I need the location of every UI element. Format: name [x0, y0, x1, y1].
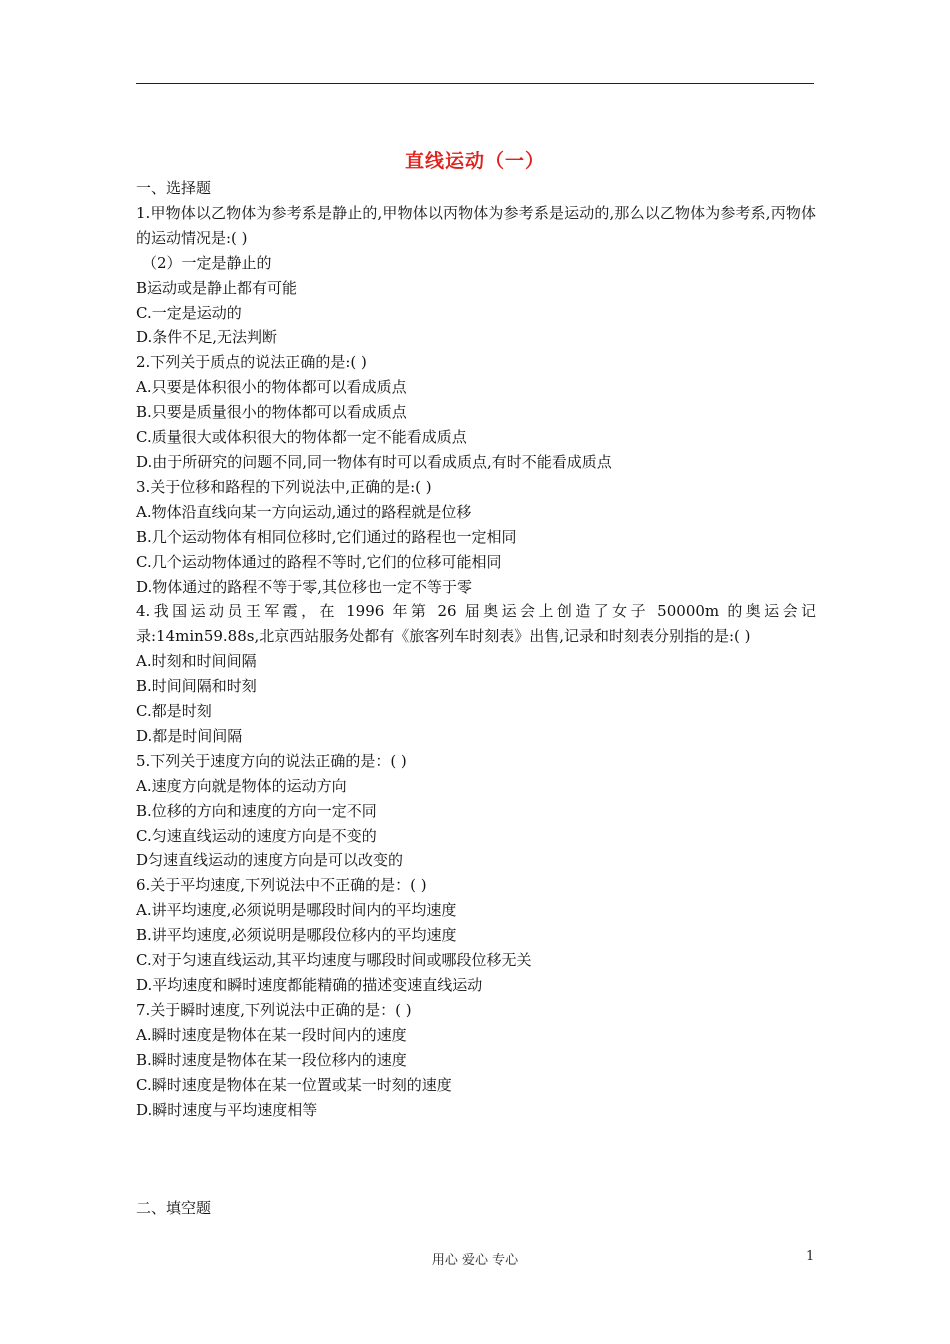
question-6-option-a: A.讲平均速度,必须说明是哪段时间内的平均速度 — [136, 901, 457, 920]
section-heading-fill-blank: 二、填空题 — [136, 1199, 212, 1217]
question-3-option-b: B.几个运动物体有相同位移时,它们通过的路程也一定相同 — [136, 527, 517, 546]
question-2-option-d: D.由于所研究的问题不同,同一物体有时可以看成质点,有时不能看成质点 — [136, 452, 612, 471]
question-2-option-b: B.只要是质量很小的物体都可以看成质点 — [136, 403, 407, 422]
question-6-option-d: D.平均速度和瞬时速度都能精确的描述变速直线运动 — [136, 976, 483, 994]
page-title: 直线运动（一） — [404, 150, 545, 172]
question-list — [136, 176, 816, 1122]
question-7-option-d: D.瞬时速度与平均速度相等 — [136, 1100, 318, 1119]
question-1-option-b: B运动或是静止都有可能 — [136, 278, 298, 297]
question-6-option-b: B.讲平均速度,必须说明是哪段位移内的平均速度 — [136, 926, 457, 945]
question-7-option-a: A.瞬时速度是物体在某一段时间内的速度 — [136, 1025, 407, 1044]
question-4-option-d: D.都是时间间隔 — [136, 726, 243, 745]
question-3-option-c: C.几个运动物体通过的路程不等时,它们的位移可能相同 — [136, 552, 502, 571]
question-1-option-d: D.条件不足,无法判断 — [136, 328, 278, 347]
page-number: 1 — [806, 1249, 815, 1264]
question-3-option-d: D.物体通过的路程不等于零,其位移也一定不等于零 — [136, 577, 473, 596]
question-4-option-b: B.时间间隔和时刻 — [136, 677, 257, 696]
section-heading-choice: 一、选择题 — [136, 179, 212, 197]
question-2-option-a: A.只要是体积很小的物体都可以看成质点 — [136, 378, 407, 397]
question-5-option-a: A.速度方向就是物体的运动方向 — [136, 776, 347, 795]
question-6-option-c: C.对于匀速直线运动,其平均速度与哪段时间或哪段位移无关 — [136, 951, 532, 970]
question-4-option-c: C.都是时刻 — [136, 702, 212, 721]
question-7-stem: 7.关于瞬时速度,下列说法中正确的是：( ) — [136, 1000, 412, 1019]
question-5-option-b: B.位移的方向和速度的方向一定不同 — [136, 801, 377, 820]
footer-slogan: 用心 爱心 专心 — [431, 1253, 519, 1268]
question-7-option-b: B.瞬时速度是物体在某一段位移内的速度 — [136, 1050, 407, 1069]
question-3-option-a: A.物体沿直线向某一方向运动,通过的路程就是位移 — [136, 502, 472, 521]
question-1-stem: 1.甲物体以乙物体为参考系是静止的,甲物体以丙物体为参考系是运动的,那么以乙物体为参考系,丙物体的运动情况是:( ) — [136, 203, 816, 247]
question-3-stem: 3.关于位移和路程的下列说法中,正确的是:( ) — [136, 477, 432, 496]
question-5-option-c: C.匀速直线运动的速度方向是不变的 — [136, 826, 377, 845]
question-1-option-a: （2）一定是静止的 — [142, 253, 272, 272]
question-6-stem: 6.关于平均速度,下列说法中不正确的是：( ) — [136, 876, 427, 895]
header-rule — [136, 83, 814, 84]
question-4-stem: 4.我国运动员王军霞，在 1996 年第 26 届奥运会上创造了女子 50000m 的奥运会记录:14min59.88s,北京西站服务处都有《旅客列车时刻表》出售,记录和时刻表分别指的是:( ) — [136, 602, 816, 646]
question-5-option-d: D匀速直线运动的速度方向是可以改变的 — [136, 851, 404, 870]
question-7-option-c: C.瞬时速度是物体在某一位置或某一时刻的速度 — [136, 1075, 452, 1094]
question-4-option-a: A.时刻和时间间隔 — [136, 652, 257, 671]
question-1-option-c: C.一定是运动的 — [136, 303, 242, 322]
question-2-stem: 2.下列关于质点的说法正确的是:( ) — [136, 353, 367, 372]
question-5-stem: 5.下列关于速度方向的说法正确的是：( ) — [136, 751, 407, 770]
question-2-option-c: C.质量很大或体积很大的物体都一定不能看成质点 — [136, 428, 467, 447]
